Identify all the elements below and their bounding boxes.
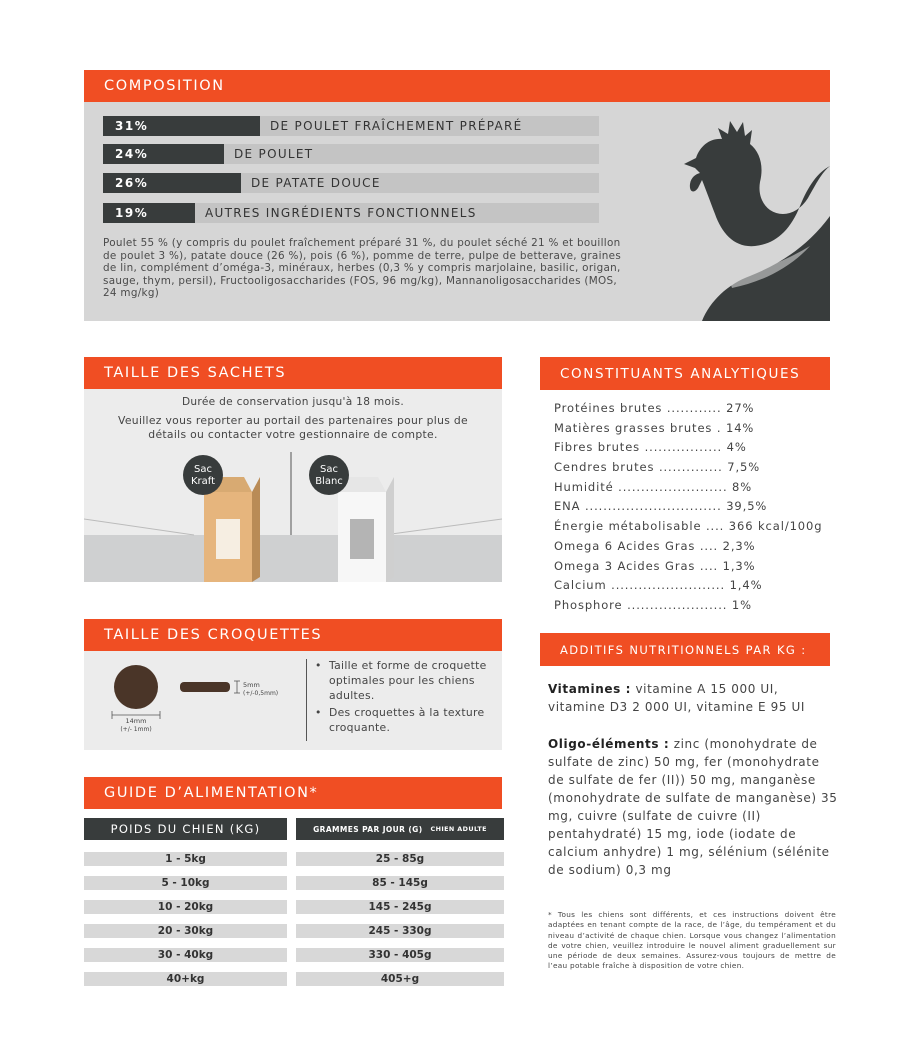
table-cell-grams: 245 - 330g <box>296 924 504 938</box>
table-cell-weight: 30 - 40kg <box>84 948 287 962</box>
bag-size-panel <box>84 357 502 582</box>
kraft-label-2: Kraft <box>190 476 216 487</box>
bags-illustration <box>84 447 502 582</box>
analytic-item: Phosphore ...................... 1% <box>554 597 752 612</box>
vitamins-text <box>548 680 838 716</box>
composition-label: DE PATATE DOUCE <box>251 176 381 190</box>
shelf-life-text: Durée de conservation jusqu'à 18 mois. <box>181 396 405 408</box>
composition-row <box>103 116 599 136</box>
footnote: * Tous les chiens sont différents, et ces instructions doivent être adaptées en tenant compte de la race, de l’âge, du tempérament et du niveau d’activité de chaque chien. Lorsque vous changez l’alimentation de votre chien, veuillez introduire le nouvel aliment graduellement sur une période de deux semaines. Assurez-vous toujours de mettre de l’eau potable fraîche à disposition de votre chien. <box>548 910 836 971</box>
kraft-bag-icon <box>204 477 260 582</box>
kibble-bullets <box>314 658 502 737</box>
analytic-item: Énergie métabolisable .... 366 kcal/100g <box>554 519 823 534</box>
col-header-grams <box>296 818 504 840</box>
chicken-icon <box>640 106 830 321</box>
composition-panel <box>84 70 830 321</box>
trace-elements-value: zinc (monohydrate de sulfate de zinc) 50 mg, fer (monohydrate de sulfate de fer (II)) 50 mg, manganèse (monohydrate de sulfate de manganèse) 35 mg, cuivre (sulfate de cuivre (II) pentahydraté) 15 mg, iode (iodate de calcium anhydre) 1 mg, sélénium (sélénite de sodium) 0,3 mg <box>548 737 838 877</box>
divider <box>306 659 307 741</box>
table-cell-weight: 40+kg <box>84 972 287 986</box>
white-bag-icon <box>338 477 394 582</box>
table-cell-weight: 1 - 5kg <box>84 852 287 866</box>
kibble-top-icon <box>114 665 158 709</box>
analytic-item: Calcium ......................... 1,4% <box>554 578 763 593</box>
col-header-grams-sub: CHIEN ADULTE <box>430 825 487 833</box>
composition-row <box>103 173 599 193</box>
analytic-item: Matières grasses brutes . 14% <box>554 420 755 435</box>
col-header-weight: POIDS DU CHIEN (KG) <box>84 818 287 840</box>
bag-size-info: Veuillez vous reporter au portail des partenaires pour plus de détails ou contacter votre gestionnaire de compte. <box>118 414 468 441</box>
composition-row <box>103 144 599 164</box>
analytic-item: Humidité ........................ 8% <box>554 479 753 494</box>
composition-label: DE POULET FRAÎCHEMENT PRÉPARÉ <box>270 119 523 133</box>
analytic-item: ENA .............................. 39,5% <box>554 499 768 514</box>
analytic-item: Protéines brutes ............ 27% <box>554 401 755 415</box>
analytic-item: Fibres brutes ................. 4% <box>554 440 747 455</box>
composition-label: AUTRES INGRÉDIENTS FONCTIONNELS <box>205 206 477 220</box>
kibble-diameter-tol: (+/- 1mm) <box>120 726 152 733</box>
composition-label: DE POULET <box>234 147 314 161</box>
trace-elements-text <box>548 735 838 879</box>
table-cell-grams: 25 - 85g <box>296 852 504 866</box>
analytic-item: Omega 3 Acides Gras .... 1,3% <box>554 558 756 573</box>
blanc-label-2: Blanc <box>315 476 343 487</box>
trace-elements-label: Oligo-éléments : <box>548 737 670 751</box>
kibble-diameter: 14mm <box>125 717 147 725</box>
composition-row <box>103 203 599 223</box>
composition-pct: 31% <box>103 116 260 136</box>
kibble-thickness-tol: (+/-0,5mm) <box>243 690 279 697</box>
kraft-label-1: Sac <box>194 464 212 475</box>
table-cell-weight: 5 - 10kg <box>84 876 287 890</box>
blanc-label-1: Sac <box>320 464 338 475</box>
kraft-badge <box>183 455 223 495</box>
vitamins-label: Vitamines : <box>548 682 632 696</box>
table-cell-grams: 330 - 405g <box>296 948 504 962</box>
composition-pct: 26% <box>103 173 241 193</box>
composition-pct: 19% <box>103 203 195 223</box>
kibble-bullet: • Des croquettes à la texture croquante. <box>314 705 502 735</box>
kibble-side-icon <box>180 682 230 692</box>
composition-text: Poulet 55 % (y compris du poulet fraîchement préparé 31 %, du poulet séché 21 % et bouillon de poulet 3 %), patate douce (26 %), pois (6 %), pomme de terre, pulpe de betterave, graines de lin, complément d’oméga-3, minéraux, herbes (0,3 % y compris marjolaine, basilic, origan, sauge, thym, persil), Fructooligosaccharides (FOS, 96 mg/kg), Mannanoligosaccharides (MOS, 24 mg/kg) <box>103 237 622 299</box>
table-cell-grams: 405+g <box>296 972 504 986</box>
kibble-illustration <box>84 655 306 747</box>
feeding-guide-title: GUIDE D’ALIMENTATION* <box>84 777 502 809</box>
analytic-title: CONSTITUANTS ANALYTIQUES <box>540 357 830 390</box>
col-header-grams-label: GRAMMES PAR JOUR (G) <box>313 824 423 834</box>
table-cell-grams: 145 - 245g <box>296 900 504 914</box>
vitamins-value: vitamine A 15 000 UI, vitamine D3 2 000 UI, vitamine E 95 UI <box>548 682 806 714</box>
analytic-item: Cendres brutes .............. 7,5% <box>554 460 761 475</box>
kibble-bullet: • Taille et forme de croquette optimales pour les chiens adultes. <box>314 658 502 703</box>
table-cell-weight: 10 - 20kg <box>84 900 287 914</box>
table-cell-weight: 20 - 30kg <box>84 924 287 938</box>
kibble-size-title: TAILLE DES CROQUETTES <box>84 619 502 651</box>
kibble-size-panel <box>84 619 502 750</box>
bag-size-title: TAILLE DES SACHETS <box>84 357 502 389</box>
composition-title: COMPOSITION <box>84 70 830 102</box>
composition-pct: 24% <box>103 144 224 164</box>
kibble-thickness: 5mm <box>243 681 260 689</box>
white-badge <box>309 455 349 495</box>
additives-title: ADDITIFS NUTRITIONNELS PAR KG : <box>540 633 830 666</box>
analytic-item: Omega 6 Acides Gras .... 2,3% <box>554 538 756 553</box>
analytic-list <box>554 399 844 616</box>
table-cell-grams: 85 - 145g <box>296 876 504 890</box>
